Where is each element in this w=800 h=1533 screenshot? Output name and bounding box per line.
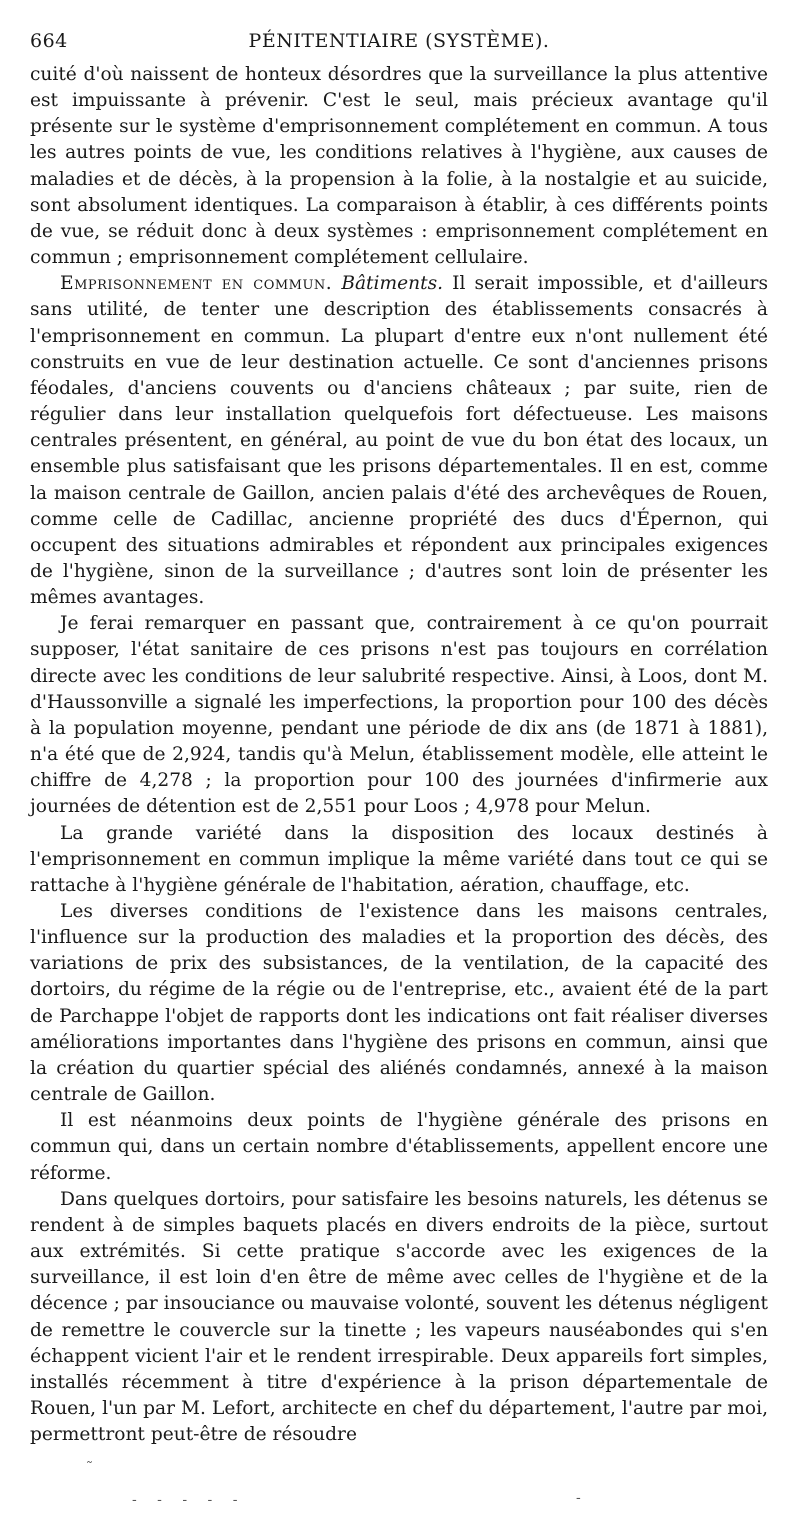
stray-mark: ˜ xyxy=(86,1460,93,1476)
paragraph-1: cuité d'où naissent de honteux désordres que la surveillance la plus attentive est impuissante à prévenir. C'est le seul, mais précieux avantage qu'il présente sur le système d'emprisonnement complétement en commun. A tous les autres points de vue, les conditions relatives à l'hygiène, aux causes de maladies et de décès, à la propension à la folie, à la nostalgie et au suicide, sont absolument identiques. La comparaison à établir, à ces différents points de vue, se réduit donc à deux systèmes : emprisonnement complétement en commun ; emprisonnement complétement cellulaire. xyxy=(30,64,768,269)
paragraph-5: Les diverses conditions de l'existence dans les maisons centrales, l'influence sur la production des maladies et la proportion des décès, des variations de prix des subsistances, de la ventilation, de la capacité des dortoirs, du régime de la régie ou de l'entreprise, etc., avaient été de la part de Parchappe l'objet de rapports dont les indications ont fait réaliser diverses améliorations importantes dans l'hygiène des prisons en commun, ainsi que la création du quartier spécial des aliénés condamnés, annexé à la maison centrale de Gaillon. xyxy=(30,901,768,1106)
page xyxy=(30,28,768,1448)
body-text xyxy=(30,62,768,1448)
paragraph-7: Dans quelques dortoirs, pour satisfaire les besoins naturels, les détenus se rendent à de simples baquets placés en divers endroits de la pièce, surtout aux extrémités. Si cette pratique s'accorde avec les exigences de la surveillance, il est loin d'en être de même avec celles de l'hygiène et de la décence ; par insouciance ou mauvaise volonté, souvent les détenus négligent de remettre le couvercle sur la tinette ; les vapeurs nauséabondes qui s'en échappent vicient l'air et le rendent irrespirable. Deux appareils fort simples, installés récemment à titre d'expérience à la prison départementale de Rouen, l'un par M. Lefort, architecte en chef du département, l'autre par moi, permettront peut-être de résoudre xyxy=(30,1188,768,1446)
paragraph-3: Je ferai remarquer en passant que, contrairement à ce qu'on pourrait supposer, l'état sanitaire de ces prisons n'est pas toujours en corrélation directe avec les conditions de leur salubrité respective. Ainsi, à Loos, dont M. d'Haussonville a signalé les imperfections, la proportion pour 100 des décès à la population moyenne, pendant une période de dix ans (de 1871 à 1881), n'a été que de 2,924, tandis qu'à Melun, établissement modèle, elle atteint le chiffre de 4,278 ; la proportion pour 100 des journées d'infirmerie aux journées de détention est de 2,551 pour Loos ; 4,978 pour Melun. xyxy=(30,613,768,818)
stray-dash: - xyxy=(576,1490,581,1506)
running-title: PÉNITENTIAIRE (SYSTÈME). xyxy=(248,30,550,52)
paragraph-2-text: Il serait impossible, et d'ailleurs sans utilité, de tenter une description des établissements consacrés à l'emprisonnement en commun. La plupart d'entre eux n'ont nullement été construits en vue de leur destination actuelle. Ce sont d'anciennes prisons féodales, d'anciens couvents ou d'anciens châteaux ; par suite, rien de régulier dans leur installation quelquefois fort défectueuse. Les maisons centrales présentent, en général, au point de vue du bon état des locaux, un ensemble plus satisfaisant que les prisons départementales. Il en est, comme la maison centrale de Gaillon, ancien palais d'été des archevêques de Rouen, comme celle de Cadillac, ancienne propriété des ducs d'Épernon, qui occupent des situations admirables et répondent aux principales exigences de l'hygiène, sinon de la surveillance ; d'autres sont loin de présenter les mêmes avantages. xyxy=(30,273,768,609)
stray-dashes: - - - - - xyxy=(132,1492,246,1508)
paragraph-4: La grande variété dans la disposition des locaux destinés à l'emprisonnement en commun implique la même variété dans tout ce qui se rattache à l'hygiène générale de l'habitation, aération, chauffage, etc. xyxy=(30,822,768,896)
paragraph-2 xyxy=(30,271,768,611)
paragraph-6: Il est néanmoins deux points de l'hygiène générale des prisons en commun qui, dans un certain nombre d'établissements, appellent encore une réforme. xyxy=(30,1110,768,1184)
page-header xyxy=(30,28,768,54)
subsection-heading: Bâtiments. xyxy=(341,273,444,295)
stray-marks xyxy=(86,1460,686,1510)
page-number: 664 xyxy=(30,30,68,52)
section-heading: Emprisonnement en commun. xyxy=(60,273,333,295)
